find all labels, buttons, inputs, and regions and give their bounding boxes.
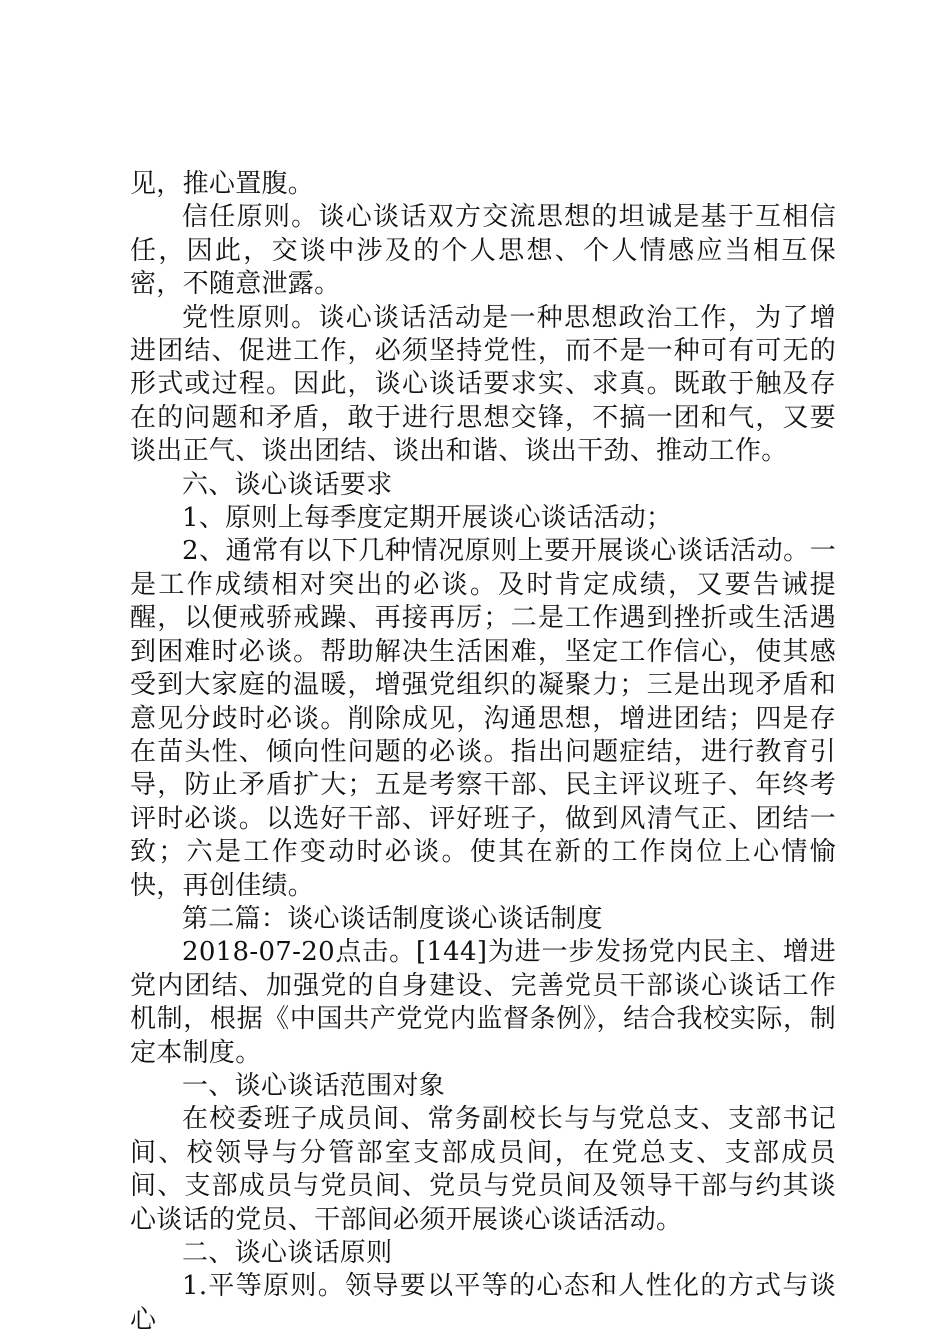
paragraph: 在校委班子成员间、常务副校长与与党总支、支部书记间、校领导与分管部室支部成员间，在党总支、支部成员间、支部成员与党员间、党员与党员间及领导干部与约其谈心谈话的党员、干部间必须开展谈心谈话活动。 [130,1104,836,1235]
paragraph: 信任原则。谈心谈话双方交流思想的坦诚是基于互相信任，因此，交谈中涉及的个人思想、个人情感应当相互保密，不随意泄露。 [130,202,836,300]
section-heading: 一、谈心谈话范围对象 [182,1070,446,1101]
paragraph: 2、通常有以下几种情况原则上要开展谈心谈话活动。一是工作成绩相对突出的必谈。及时肯定成绩，又要告诫提醒，以便戒骄戒躁、再接再厉；二是工作遇到挫折或生活遇到困难时必谈。帮助解决生活困难，坚定工作信心，使其感受到大家庭的温暖，增强党组织的凝聚力；三是出现矛盾和意见分歧时必谈。削除成见，沟通思想，增进团结；四是存在苗头性、倾向性问题的必谈。指出问题症结，进行教育引导，防止矛盾扩大；五是考察干部、民主评议班子、年终考评时必谈。以选好干部、评好班子，做到风清气正、团结一致；六是工作变动时必谈。使其在新的工作岗位上心情愉快，再创佳绩。 [130,536,836,901]
paragraph: 见，推心置腹。 [130,169,315,199]
section-heading: 二、谈心谈话原则 [182,1238,393,1268]
section-heading: 第二篇：谈心谈话制度谈心谈话制度 [182,903,603,934]
paragraph: 党性原则。谈心谈话活动是一种思想政治工作，为了增进团结、促进工作，必须坚持党性，而不是一种可有可无的形式或过程。因此，谈心谈话要求实、求真。既敢于触及存在的问题和矛盾，敢于进行思想交锋，不搞一团和气，又要谈出正气、谈出团结、谈出和谐、谈出干劲、推动工作。 [130,302,836,467]
paragraph: 2018-07-20点击。[144]为进一步发扬党内民主、增进党内团结、加强党的自身建设、完善党员干部谈心谈话工作机制，根据《中国共产党党内监督条例》，结合我校实际，制定本制度。 [130,937,836,1068]
document-body [130,168,836,1337]
paragraph: 1、原则上每季度定期开展谈心谈话活动； [182,503,673,534]
paragraph: 1.平等原则。领导要以平等的心态和人性化的方式与谈心 [130,1271,836,1335]
section-heading: 六、谈心谈话要求 [182,469,393,500]
